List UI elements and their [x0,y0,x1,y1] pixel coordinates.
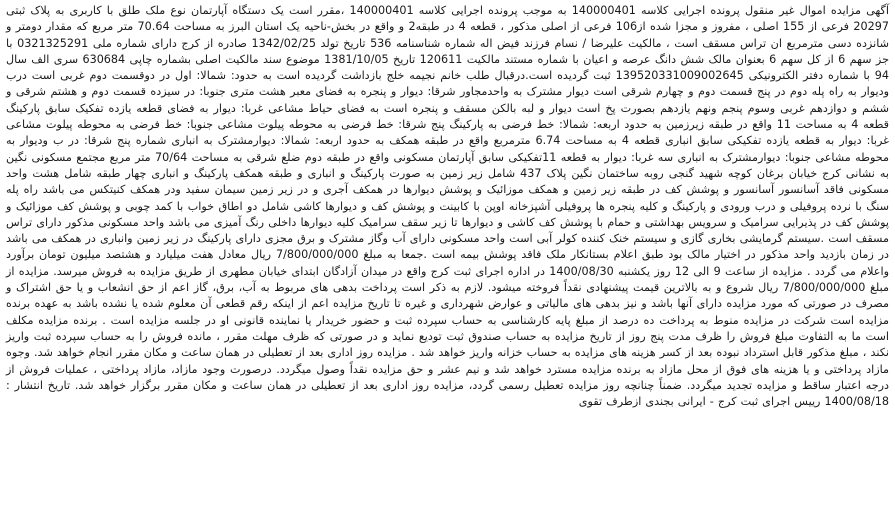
notice-body-text: آگهی مزایده اموال غیر منقول پرونده اجرایی کلاسه 140000401 به موجب پرونده اجرایی کلاسه 140000401 ،مقرر است یک دستگاه آپارتمان نوع ملک طلق با کاربری به پلاک ثبتی 20297 فرعی از 155 اصلی ، مفروز و مجزا شده از106 فرعی از اصلی مذکور ، قطعه 4 در طبقه2 و واقع در بخش-ناحیه یک استان البرز به مساحت 70.64 متر مربع که مقدار دومتر و شانزده دسی مترمربع ان تراس مسقف است ، مالکیت علیرضا / نسام فرزند فیض اله شماره شناسنامه 536 تاریخ تولد 1342/02/25 صادره از کرج دارای شماره ملی 0321325291 با جز سهم 6 از کل سهم 6 بعنوان مالک شش دانگ عرصه و اعیان با شماره مستند مالکیت 120611 تاریخ 1381/10/05 موضوع سند مالکیت اصلی بشماره چاپی 630684 سری الف سال 94 با شماره دفتر الکترونیکی 139520331009002645 ثبت گردیده است.درقبال طلب خانم نجیمه خلج بازداشت گردیده است به حدود: شمالا: اول در دوقسمت دوم غربی است درب ودیوار به راه پله دوم در پنج قسمت دوم و چهارم شرقی است دیوار مشترک به واحدمجاور شرقا: دیوار و پنجره به فضای معبر هشت متری جنوبا: در سیزده قسمت دوم و هشتم شرقی و ششم و دوازدهم غربی وسوم پنجم ونهم یازدهم بصورت پخ است دیوار و لبه بالکن مسقف و پنجره است به فضای حیاط مشاعی غربا: دیوار به فضای قطعه یازده تفکیک سابق پارکینگ قطعه 4 به مساحت 11 واقع در طبقه زیرزمین به حدود اربعه: شمالا: خط فرضی به پارکینگ پنج شرقا: خط فرضی به محوطه پیلوت مشاعی جنوبا: خط فرضی به محوطه پیلوت مشاعی غربا: دیوار به قطعه یازده تفکیکی سابق انباری قطعه 4 به مساحت 6.74 مترمربع واقع در طبقه همکف به حدود اربعه: شمالا: دیوارمشترک به انباری شماره پنج شرقا: در ب ودیوار به محوطه مشاعی جنوبا: دیوارمشترک به انباری سه غربا: دیوار به قطعه 11تفکیکی سابق آپارتمان مسکونی واقع در طبقه دوم ضلع شرقی به مساحت 70/64 متر مربع مجتمع مسکونی نگین به نشانی کرج خیابان برغان کوچه شهید گنجی روبه ساختمان نگین پلاک 437 شامل زیر زمین به صورت پارکینگ و انباری و طبقه همکف پارکینگ و انباری چهار طبقه شامل هشت واحد مسکونی فاقد آسانسور آسانسور و پوشش کف در طبقه زیر زمین و همکف موزائیک و پوشش دیوارها در همکف آجری و در زیر زمین سیمان سفید ودر همکف کنیتکس می باشد راه پله سنگ با نرده پروفیلی و درب ورودی و پارکینگ و کلیه پنجره ها پروفیلی آشپزخانه اوپن با کابینت و پوشش کف و دیوارها کاشی شامل دو اطاق خواب با کمد چوبی و پوشش کف موزائیک و پوشش کف در پذیرایی سرامیک و سرویس بهداشتی و حمام با پوشش کف کاشی و دیوارها تا زیر سقف سرامیک کلیه دیوارها داخلی رنگ آمیزی می باشد واحد مسکونی مذکور دارای تراس مسقف است .سیستم گرمایشی بخاری گازی و سیستم خنک کننده کولر آبی است واحد مسکونی دارای آب وگاز مشترک و برق مجزی دارای پارکینگ در زیر زمین وانباری در همکف می باشد در زمان بازدید واحد مذکور در اختیار مالک بود طبق اعلام بستانکار ملک فاقد پوشش بیمه است .جمعا به مبلغ 7/800/000/000 ریال معادل هفت میلیارد و هشتصد میلیون تومان برآورد واعلام می گردد . مزایده از ساعت 9 الی 12 روز یکشنبه 1400/08/30 در اداره اجرای ثبت کرج واقع در میدان آزادگان ابتدای خیابان مطهری از طریق مزایده به فروش میرسد. مزایده از مبلغ 7/800/000/000 ریال شروع و به بالاترین قیمت پیشنهادی نقداً فروخته میشود. لازم به ذکر است پرداخت بدهی های مربوط به آب، برق، گاز اعم از حق انشعاب و یا حق اشتراک و مصرف در صورتی که مورد مزایده دارای آنها باشد و نیز بدهی های مالیاتی و عوارض شهرداری و غیره تا تاریخ مزایده اعم از اینکه رقم قطعی آن معلوم شده یا نشده باشد به عهده برنده مزایده است شرکت در مزایده منوط به پرداخت ده درصد از مبلغ پایه کارشناسی به حساب سپرده ثبت و حضور خریدار یا نماینده قانونی او در جلسه مزایده است . برنده مزایده مکلف است ما به التفاوت مبلغ فروش را ظرف مدت پنج روز از تاریخ مزایده به حساب صندوق ثبت تودیع نماید و در صورتی که ظرف مهلت مقرر ، مانده فروش را به حساب سپرده ثبت واریز نکند ، مبلغ مذکور قابل استرداد نبوده بعد از کسر هزینه های مزایده به حساب خزانه واریز خواهد شد . مزایده روز اداری بعد از تعطیلی در همان ساعت و مکان مقرر انجام خواهد شد. وجوه مازاد پرداختی و یا هزینه های فوق از محل مازاد به برنده مزایده مسترد خواهد شد و نیم عشر و حق مزایده نقداً وصول میگردد. درصورت وجود مازاد، مازاد پرداختی ، عملیات فروش از درجه اعتبار ساقط و مزایده تجدید میگردد. ضمناً چنانچه روز مزایده تعطیل رسمی گردد، مزایده روز اداری بعد از تعطیلی در همان ساعت و مکان مقرر برگزار خواهد شد. تاریخ انتشار : 1400/08/18 رییس اجرای ثبت کرج - ایرانی بجندی ازطرف تقوی [6,4,890,409]
